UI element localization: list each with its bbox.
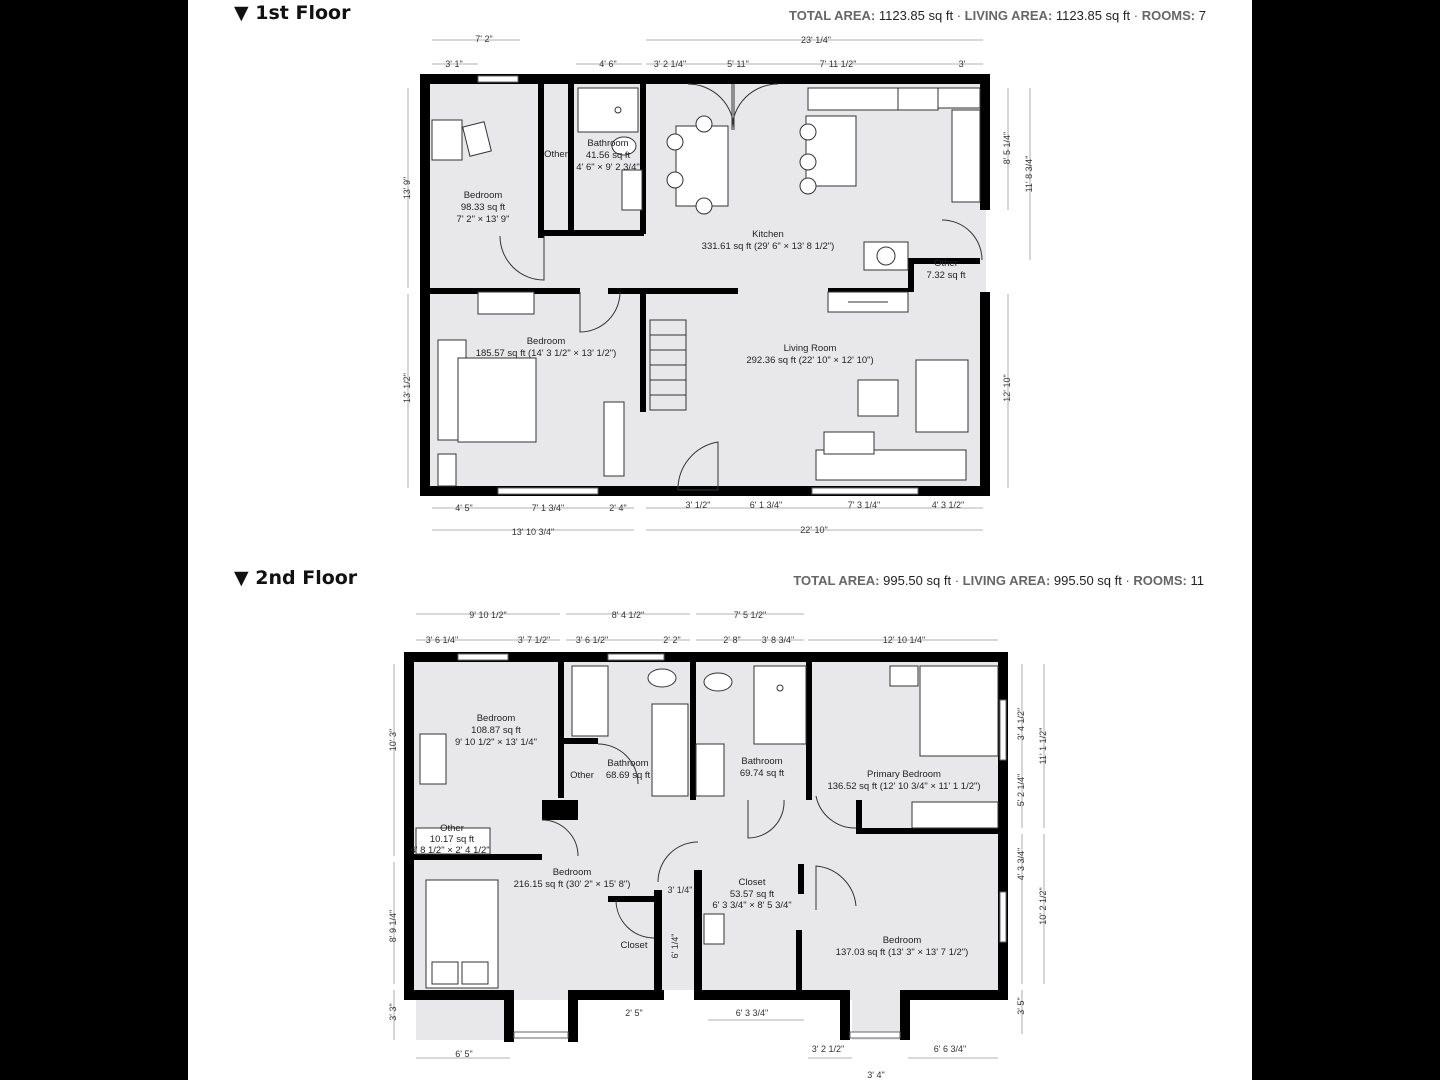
total-area-label: TOTAL AREA: [793,573,880,588]
rooms-value: 7 [1198,8,1206,23]
dim-label: 3' 2 1/4" [653,59,687,69]
living-area-label: LIVING AREA: [962,573,1051,588]
bedroom-2-name: Bedroom [526,336,566,347]
dim-label: 2' 4" [609,503,627,513]
bathroom-1-size: 4' 6" × 9' 2 3/4" [576,162,640,173]
dim-label: 23' 1/4" [801,35,831,45]
rooms-label: ROOMS: [1133,573,1187,588]
dim-label: 6' 6 3/4" [933,1044,967,1054]
floor-2-title-text: 2nd Floor [255,567,358,589]
bedroom-a-area: 108.87 sq ft [471,725,521,736]
kitchen-name: Kitchen [752,229,784,240]
dim-label: 12' 10" [1002,374,1012,402]
dim-label: 6' 1 3/4" [749,500,783,510]
floor-1-stats: TOTAL AREA: 1123.85 sq ft · LIVING AREA: 1123.85 sq ft · ROOMS: 7 [789,8,1206,23]
dim-label: 3' 7 1/2" [517,635,551,645]
bedroom-2-area: 185.57 sq ft (14' 3 1/2" × 13' 1/2") [475,348,617,359]
dim-label: 7' 3 1/4" [847,500,881,510]
bedroom-c-name: Bedroom [882,935,922,946]
bathroom-a-name: Bathroom [607,758,649,769]
bathroom-b-name: Bathroom [741,756,783,767]
dim-label: 2' 2" [663,635,681,645]
dim-label: 7' 2" [475,34,493,44]
bedroom-b-area: 216.15 sq ft (30' 2" × 15' 8") [513,879,631,890]
rooms-value: 11 [1190,573,1204,588]
floor-1-title-text: 1st Floor [255,2,351,24]
dim-label: 22' 10" [800,525,828,535]
dim-label: 7' 1 3/4" [531,503,565,513]
primary-bedroom-area: 136.52 sq ft (12' 10 3/4" × 11' 1 1/2") [827,781,981,792]
other-b-area: 10.17 sq ft [429,834,475,845]
living-area-label: LIVING AREA: [964,8,1053,23]
dim-label: 4' 6" [599,59,617,69]
floor-2-stats: TOTAL AREA: 995.50 sq ft · LIVING AREA: 995.50 sq ft · ROOMS: 11 [793,573,1204,588]
dim-label: 6' 3 3/4" [735,1008,769,1018]
collapse-triangle-icon[interactable]: ▼ [234,2,249,24]
dim-label: 2' 5" [625,1008,643,1018]
bedroom-1-name: Bedroom [463,190,503,201]
bedroom-b-name: Bedroom [552,867,592,878]
floor-plan-sheet [188,0,1252,1080]
other-1-name: Other [544,149,568,160]
bathroom-1-name: Bathroom [587,138,629,149]
other-2-name: Other [934,258,958,269]
bedroom-c-area: 137.03 sq ft (13' 3" × 13' 7 1/2") [835,947,969,958]
dim-label: 3' 5" [1016,997,1026,1015]
dim-label: 8' 9 1/4" [388,909,398,943]
primary-bedroom-name: Primary Bedroom [867,769,941,780]
bedroom-a-size: 9' 10 1/2" × 13' 1/4" [455,737,537,748]
other-b-size: 4' 8 1/2" × 2' 4 1/2" [410,845,490,856]
dim-label: 13' 9" [402,176,412,200]
kitchen-area: 331.61 sq ft (29' 6" × 13' 8 1/2") [701,241,835,252]
bedroom-a-name: Bedroom [476,713,516,724]
bathroom-1-area: 41.56 sq ft [585,150,631,161]
dim-label: 7' 5 1/2" [733,610,767,620]
dim-label: 3' 6 1/4" [425,635,459,645]
bathroom-a-area: 68.69 sq ft [605,770,651,781]
dim-label: 3' 8 3/4" [761,635,795,645]
total-area-value: 1123.85 sq ft [878,8,954,23]
dim-label: 3' 4 1/2" [1016,707,1026,741]
dim-label: 6' 5" [455,1049,473,1059]
dim-label: 2' 8" [723,635,741,645]
dim-label: 8' 4 1/2" [611,610,645,620]
dim-label: 5' 2 1/4" [1016,773,1026,807]
floor-2-title[interactable] [234,567,357,589]
living-room-name: Living Room [783,343,837,354]
dim-label: 5' 11" [727,59,749,69]
dim-label: 12' 10 1/4" [882,635,926,645]
dim-label: 11' 1 1/2" [1038,727,1048,765]
floor-1-title[interactable] [234,2,350,24]
floor-1-plan [188,30,1252,550]
dim-label: 11' 8 3/4" [1024,155,1034,193]
living-room-area: 292.36 sq ft (22' 10" × 12' 10") [746,355,874,366]
closet-b-name: Closet [620,940,648,951]
dim-label: 3' 1/2" [685,500,711,510]
dim-label: 13' 1/2" [402,373,412,403]
dim-label: 10' 3" [388,728,398,752]
dim-label: 3' 3" [388,1003,398,1021]
living-area-value: 995.50 sq ft [1053,573,1122,588]
closet-a-area: 53.57 sq ft [729,889,775,900]
bedroom-1-size: 7' 2" × 13' 9" [456,214,510,225]
dim-label: 3' 2 1/2" [811,1044,845,1054]
other-2-area: 7.32 sq ft [926,270,966,281]
bedroom-1-area: 98.33 sq ft [460,202,506,213]
dim-label: 9' 10 1/2" [469,610,507,620]
closet-a-name: Closet [738,877,766,888]
total-area-value: 995.50 sq ft [883,573,952,588]
collapse-triangle-icon[interactable]: ▼ [234,567,249,589]
dim-label: 8' 5 1/4" [1002,131,1012,165]
dim-label: 3' [958,59,966,69]
rooms-label: ROOMS: [1141,8,1196,23]
dim-label: 13' 10 3/4" [511,527,555,537]
other-b-name: Other [440,823,464,834]
dim-label: 3' 1/4" [667,885,693,895]
total-area-label: TOTAL AREA: [789,8,876,23]
living-area-value: 1123.85 sq ft [1055,8,1131,23]
bathroom-b-area: 69.74 sq ft [739,768,785,779]
dim-label: 6' 1/4" [670,933,680,959]
dim-label: 7' 11 1/2" [819,59,857,69]
floor-2-plan [188,600,1252,1080]
other-a-name: Other [570,770,594,781]
dim-label: 3' 6 1/2" [575,635,609,645]
dim-label: 3' 1" [445,59,463,69]
dim-label: 4' 3 3/4" [1016,847,1026,881]
dim-label: 10' 2 1/2" [1038,887,1048,925]
closet-a-size: 6' 3 3/4" × 8' 5 3/4" [712,900,792,911]
dim-label: 3' 4" [867,1070,885,1080]
dim-label: 4' 3 1/2" [931,500,965,510]
dim-label: 4' 5" [455,503,473,513]
